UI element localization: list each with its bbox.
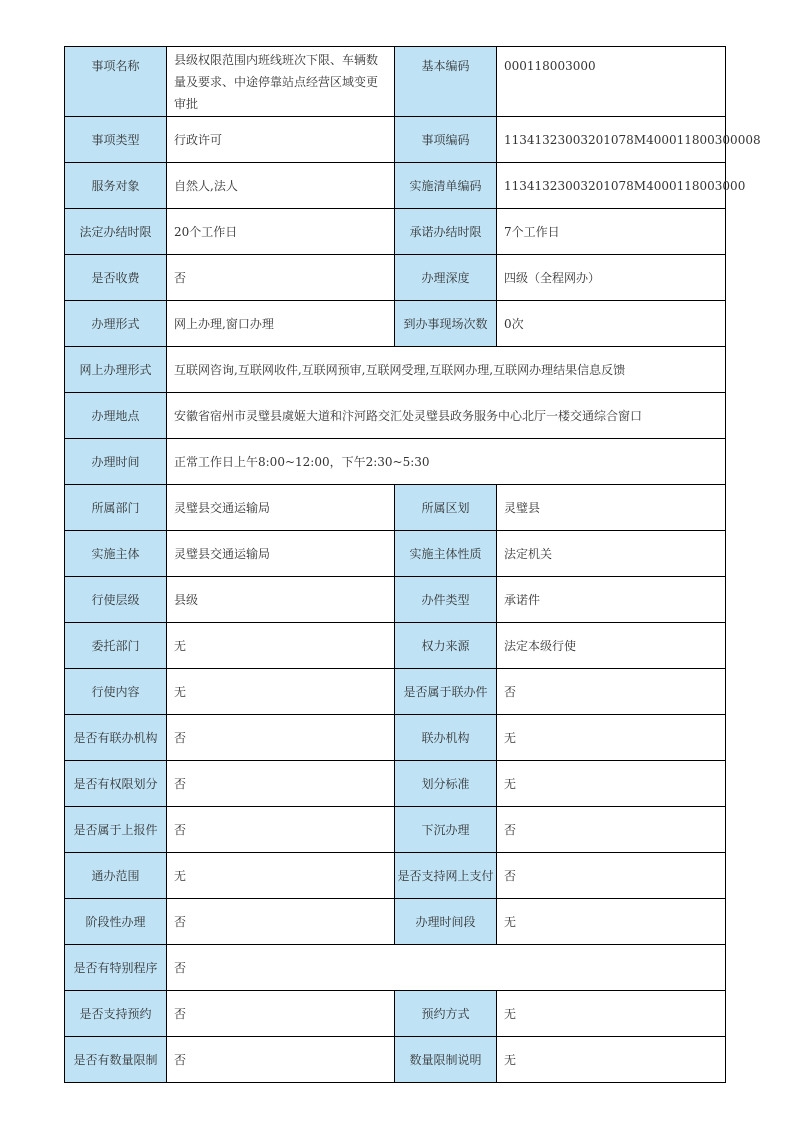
field-value: 灵璧县 xyxy=(497,485,726,531)
field-label: 办理深度 xyxy=(395,255,497,301)
field-value: 安徽省宿州市灵璧县虞姬大道和汴河路交汇处灵璧县政务服务中心北厅一楼交通综合窗口 xyxy=(167,393,726,439)
field-label: 行使层级 xyxy=(65,577,167,623)
field-value: 承诺件 xyxy=(497,577,726,623)
table-row xyxy=(65,531,726,577)
field-value: 行政许可 xyxy=(167,117,395,163)
table-row xyxy=(65,945,726,991)
field-label: 是否有联办机构 xyxy=(65,715,167,761)
field-label: 办理形式 xyxy=(65,301,167,347)
field-value: 无 xyxy=(497,761,726,807)
table-row xyxy=(65,209,726,255)
field-label: 网上办理形式 xyxy=(65,347,167,393)
field-label: 是否有特别程序 xyxy=(65,945,167,991)
field-value: 灵璧县交通运输局 xyxy=(167,531,395,577)
field-value: 正常工作日上午8:00~12:00，下午2:30~5:30 xyxy=(167,439,726,485)
field-value: 000118003000 xyxy=(497,47,726,117)
table-row xyxy=(65,991,726,1037)
field-label: 权力来源 xyxy=(395,623,497,669)
field-label: 所属部门 xyxy=(65,485,167,531)
field-label: 通办范围 xyxy=(65,853,167,899)
field-label: 服务对象 xyxy=(65,163,167,209)
field-value: 无 xyxy=(497,899,726,945)
table-row xyxy=(65,623,726,669)
field-value: 11341323003201078M400011800300008 xyxy=(497,117,726,163)
table-row xyxy=(65,485,726,531)
field-value: 否 xyxy=(497,669,726,715)
field-value: 否 xyxy=(167,991,395,1037)
field-label: 办理时间段 xyxy=(395,899,497,945)
field-value: 否 xyxy=(167,945,726,991)
field-label: 预约方式 xyxy=(395,991,497,1037)
field-value: 无 xyxy=(497,715,726,761)
field-label: 划分标准 xyxy=(395,761,497,807)
table-row xyxy=(65,669,726,715)
field-value: 7个工作日 xyxy=(497,209,726,255)
field-label: 是否收费 xyxy=(65,255,167,301)
field-label: 实施清单编码 xyxy=(395,163,497,209)
table-row xyxy=(65,393,726,439)
field-label: 是否属于上报件 xyxy=(65,807,167,853)
field-value: 法定本级行使 xyxy=(497,623,726,669)
field-label: 实施主体 xyxy=(65,531,167,577)
field-label: 是否属于联办件 xyxy=(395,669,497,715)
table-row xyxy=(65,163,726,209)
field-label: 是否支持网上支付 xyxy=(395,853,497,899)
table-row xyxy=(65,439,726,485)
field-label: 是否支持预约 xyxy=(65,991,167,1037)
field-value: 否 xyxy=(167,761,395,807)
field-value: 0次 xyxy=(497,301,726,347)
field-label: 事项类型 xyxy=(65,117,167,163)
field-value: 灵璧县交通运输局 xyxy=(167,485,395,531)
field-value: 否 xyxy=(167,1037,395,1083)
field-label: 所属区划 xyxy=(395,485,497,531)
field-value: 无 xyxy=(167,853,395,899)
field-label: 下沉办理 xyxy=(395,807,497,853)
field-value: 无 xyxy=(167,623,395,669)
table-row xyxy=(65,577,726,623)
field-label: 法定办结时限 xyxy=(65,209,167,255)
field-label: 到办事现场次数 xyxy=(395,301,497,347)
table-row xyxy=(65,255,726,301)
field-label: 是否有数量限制 xyxy=(65,1037,167,1083)
field-value: 否 xyxy=(167,807,395,853)
field-label: 是否有权限划分 xyxy=(65,761,167,807)
field-value: 20个工作日 xyxy=(167,209,395,255)
field-value: 否 xyxy=(497,853,726,899)
field-value: 四级（全程网办） xyxy=(497,255,726,301)
table-row xyxy=(65,47,726,117)
field-label: 事项名称 xyxy=(65,47,167,117)
field-label: 办件类型 xyxy=(395,577,497,623)
field-value: 否 xyxy=(167,899,395,945)
field-value: 无 xyxy=(167,669,395,715)
table-row xyxy=(65,301,726,347)
field-value: 否 xyxy=(167,255,395,301)
table-row xyxy=(65,761,726,807)
field-value: 法定机关 xyxy=(497,531,726,577)
field-label: 办理地点 xyxy=(65,393,167,439)
table-row xyxy=(65,347,726,393)
field-value: 县级权限范围内班线班次下限、车辆数量及要求、中途停靠站点经营区域变更审批 xyxy=(167,47,395,117)
field-value: 互联网咨询,互联网收件,互联网预审,互联网受理,互联网办理,互联网办理结果信息反馈 xyxy=(167,347,726,393)
field-label: 办理时间 xyxy=(65,439,167,485)
table-row xyxy=(65,853,726,899)
field-label: 联办机构 xyxy=(395,715,497,761)
table-row xyxy=(65,1037,726,1083)
field-value: 县级 xyxy=(167,577,395,623)
field-value: 无 xyxy=(497,1037,726,1083)
field-value: 网上办理,窗口办理 xyxy=(167,301,395,347)
table-row xyxy=(65,807,726,853)
table-row xyxy=(65,899,726,945)
field-label: 承诺办结时限 xyxy=(395,209,497,255)
field-label: 数量限制说明 xyxy=(395,1037,497,1083)
field-label: 实施主体性质 xyxy=(395,531,497,577)
field-value: 否 xyxy=(497,807,726,853)
field-value: 11341323003201078M4000118003000 xyxy=(497,163,726,209)
field-value: 无 xyxy=(497,991,726,1037)
table-row xyxy=(65,715,726,761)
field-label: 行使内容 xyxy=(65,669,167,715)
field-label: 委托部门 xyxy=(65,623,167,669)
field-label: 阶段性办理 xyxy=(65,899,167,945)
field-value: 否 xyxy=(167,715,395,761)
matter-info-table xyxy=(64,46,761,1083)
field-value: 自然人,法人 xyxy=(167,163,395,209)
field-label: 基本编码 xyxy=(395,47,497,117)
field-label: 事项编码 xyxy=(395,117,497,163)
table-row xyxy=(65,117,726,163)
